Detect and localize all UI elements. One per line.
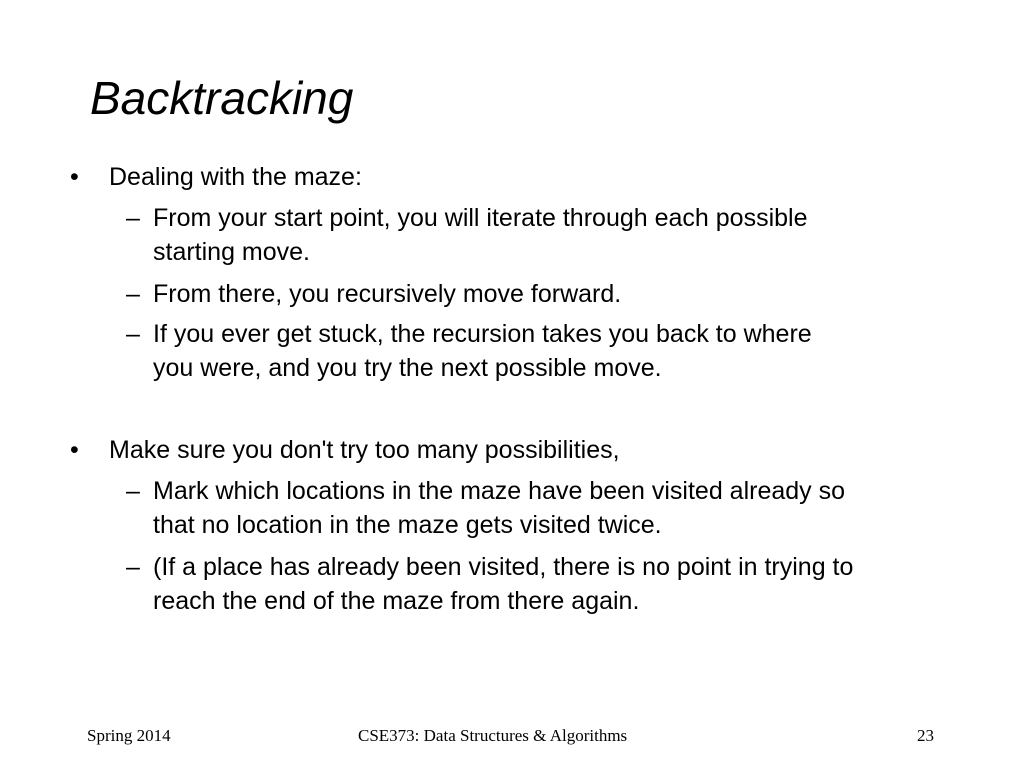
bullet-text: Dealing with the maze: (109, 163, 362, 191)
footer-date: Spring 2014 (87, 726, 171, 745)
sub-bullet-line: starting move. (153, 238, 311, 266)
footer-course: CSE373: Data Structures & Algorithms (358, 726, 628, 745)
sub-bullet-line: From there, you recursively move forward. (153, 280, 622, 308)
bullet-marker: • (70, 436, 79, 464)
bullet-text: Make sure you don't try too many possibilities, (109, 436, 620, 464)
sub-bullet-line: (If a place has already been visited, there is no point in trying to (153, 553, 854, 581)
sub-bullet-line: Mark which locations in the maze have been visited already so (153, 477, 846, 505)
sub-bullet-line: If you ever get stuck, the recursion takes you back to where (153, 320, 812, 348)
footer-page-number: 23 (917, 726, 934, 745)
sub-bullet-marker: – (126, 320, 140, 348)
sub-bullet-marker: – (126, 477, 140, 505)
sub-bullet-marker: – (126, 280, 140, 308)
sub-bullet-line: From your start point, you will iterate through each possible (153, 204, 808, 232)
sub-bullet-marker: – (126, 204, 140, 232)
sub-bullet-marker: – (126, 553, 140, 581)
slide-title: Backtracking (90, 72, 354, 124)
sub-bullet-line: that no location in the maze gets visited twice. (153, 511, 662, 539)
sub-bullet-line: you were, and you try the next possible move. (153, 354, 662, 382)
bullet-marker: • (70, 163, 79, 191)
sub-bullet-line: reach the end of the maze from there again. (153, 587, 640, 615)
